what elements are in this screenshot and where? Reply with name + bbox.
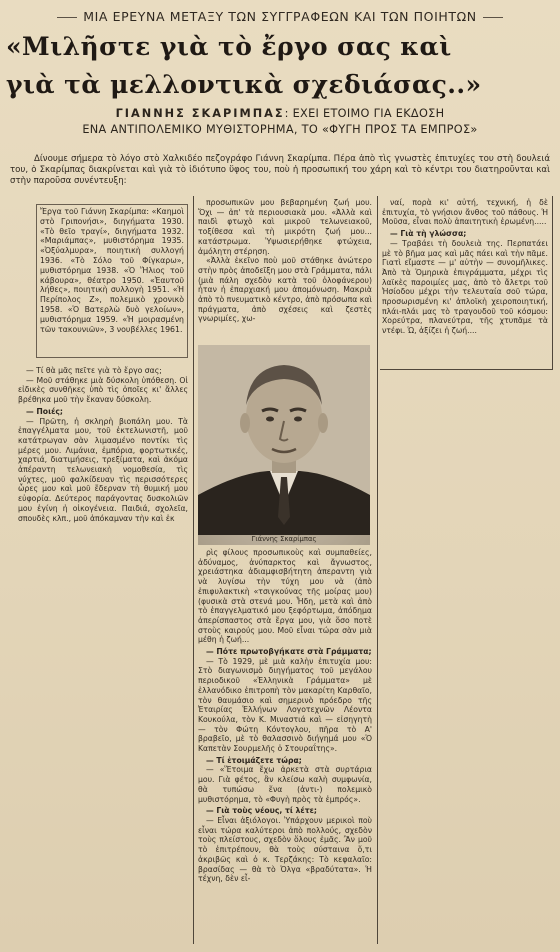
subheadline-line-1: : ΕΧΕΙ ΕΤΟΙΜΟ ΓΙΑ ΕΚΔΟΣΗ — [284, 107, 445, 120]
subheadline-line-2: ΕΝΑ ΑΝΤΙΠΟΛΕΜΙΚΟ ΜΥΘΙΣΤΟΡΗΜΑ, ΤΟ «ΦΥΓΗ ΠΡΟΣ ΤΑ ΕΜΠΡΟΣ» — [82, 123, 478, 136]
lead-text: Δίνουμε σήμερα τὸ λόγο στὸ Χαλκιδέο πεζογράφο Γιάννη Σκαρίμπα. Πέρα ἀπὸ τὶς γνωστὲς ἐπιτυχίες του στὴ δουλειά του, ὁ Σκαρίμπας διακρίνεται καὶ γιὰ τὸ ἰδιότυπο ὕφος του, ποὺ ἡ προσωπική του χάρη καὶ τὸ κέντρι του διατηροῦνται καὶ στὴν παροῦσα συνέντευξη: — [10, 154, 550, 186]
bibliography-box — [36, 204, 188, 358]
headline-line-1: «Μιλῆστε γιὰ τὸ ἔργο σας καὶ — [6, 32, 452, 61]
paragraph: προσωπικῶν μου βεβαρημένη ζωή μου. Ὄχι — ἀπ' τὰ περιουσιακὰ μου. «Ἀλλὰ καὶ παιδὶ φτωχὸ καὶ μικροῦ τελωνειακοῦ, τοξίθεσα καὶ τὴ μικρότη ζωή μου... κατάστρωμα. Ὑψωσιερήθηκε φτώχεια, ἀμόλητη στέρηση. — [198, 198, 372, 256]
paragraph: ναί, πορὰ κι' αὐτή, τεχνική, ἡ δὲ ἐπιτυχία, τὸ γνήσιον ἄνθος τοῦ πάθους. Ἡ Μοῦσα, εἶναι πολὺ ἀπαιτητικὴ ἐρωμένη..... — [382, 198, 548, 227]
author-photo — [198, 345, 370, 545]
headline — [6, 28, 554, 104]
interview-question: — Ποιές; — [26, 406, 63, 416]
photo-caption: Γιάννης Σκαρίμπας — [251, 535, 317, 543]
paragraph: — Τραβάει τὴ δουλειὰ της. Περπατάει μὲ τὸ βῆμα μας καὶ μᾶς πάει καὶ τὴν πᾶμε. Γιατὶ εἴμαστε — μ' αὐτὴν — συνομῆλικες. Ἀπὸ τὰ Ὁμηρικὰ ἐπιγράμματα, μέχρι τὶς λαϊκὲς παροιμίες μας, ἀπὸ τὸ ἄλετρι τοῦ Ἡσίοδου μέχρι τὴν τελευταία σοῦ τώρα, προσωρισμένη κι' ἀπλοϊκὴ χειροποιητική, πλάι-πλάι μας τὸ τραγουδοῦ τοῦ κόσμου: Χορεύτρα, πλανεύτρα, τῆς χτυπᾶμε τὰ ντέφι. Ὡ, ἀξίζει ἡ ζωή.... — [382, 238, 548, 336]
column-1 — [18, 366, 188, 586]
interview-question: — Πότε πρωτοβγήκατε στὰ Γράμματα; — [206, 647, 372, 657]
interview-question: — Γιὰ τοὺς νέους, τί λέτε; — [206, 806, 317, 816]
interview-question: — Γιὰ τὴ γλώσσα; — [390, 229, 467, 239]
column-2-continued — [198, 548, 372, 946]
subheadline-name: ΓΙΑΝΝΗΣ ΣΚΑΡΙΜΠΑΣ — [115, 107, 285, 120]
column-end-rule — [380, 369, 552, 370]
column-2 — [198, 198, 372, 344]
portrait-illustration — [198, 345, 370, 535]
paragraph: «Ἀλλὰ ἐκεῖνο ποὺ μοῦ στάθηκε ἀνώτερο στὴν πρὸς ἀποδεῖξη μου στὰ Γράμματα, πάλι (μιὰ πάλη σχεδὸν κατὰ τοῦ ὁλοφάνερου) ἦταν ἡ ἐπαρχιακή μου ἀπομόνωση. Μακριὰ ἀπὸ τὸ πνευματικὸ κέντρο, ἀπὸ πρόσωπα καὶ πράγματα, ἀπὸ σχέσεις καὶ ζεστὲς γνωριμίες, χω- — [198, 256, 372, 324]
paragraph: — Μοῦ στάθηκε μιὰ δύσκολη ὑπόθεση. Οἱ εἰδικὲς συνθῆκες ὑπὸ τὶς ὁποῖες κι' ἄλλες βρέθηκα μοῦ τὴν ἔκαναν δύσκολη. — [18, 375, 188, 405]
paragraph: — Τί θὰ μᾶς πεῖτε γιὰ τὸ ἔργο σας; — [26, 366, 162, 375]
paragraph: ρὶς φίλους προσωπικοὺς καὶ συμπαθείες, ἀδύναμος, ἀνύπαρκτος καὶ ἄγνωστος, χρειάστηκα ἀδιαμφισβήτητη ἀπεραντη γιὰ νὰ λυγίσω τὴν τύχη μου νὰ (ἀπὸ ἐπιφυλακτικὴ «τσιγκούνας τῆς μοίρας μου) (φυσικὰ στὰ στενά μου. Ἦδη, μετὰ καὶ ἀπὸ τὸ ἐπαγγελματικό μου ξεφόρτωμα, ἀπόδημα ἀπερίσπαστος στὰ ἔργα μου, γιὰ ὅσο ποτὲ στοὺς καιρούς μου. Μοῦ εἶναι τώρα σὰν μιὰ μέθη ἡ ζωή... — [198, 548, 372, 645]
kicker: ΜΙΑ ΕΡΕΥΝΑ ΜΕΤΑΞΥ ΤΩΝ ΣΥΓΓΡΑΦΕΩΝ ΚΑΙ ΤΩΝ ΠΟΙΗΤΩΝ — [0, 9, 560, 24]
column-3 — [382, 198, 548, 366]
interview-question: — Τί ἑτοιμάζετε τώρα; — [206, 755, 302, 765]
paragraph: — Τὸ 1929, μὲ μιὰ καλὴν ἐπιτυχία μου: Στὸ διαγωνισμὸ διηγήματος τοῦ μεγάλου περιοδικοῦ «Ἑλληνικὰ Γράμματα» μὲ ἑλλανόδικο ἐπιτροπὴ τὸν μακαρίτη Καρθαῖο, τὸν θαυμάσιο καὶ σημερινὸ πρόεδρο τῆς Ἑταιρίας Ἑλλήνων Λογοτεχνῶν Λέοντα Κουκούλα, τὸν Κ. Μιναστιά καὶ — εἰσηγητὴ — τὸν Φώτη Κόντογλου, πῆρα τὸ Α' βραβεῖο, μὲ τὸ θαλασσινὸ διήγημά μου «Ὁ Καπετὰν Σουρμελῆς ὁ Στουραΐτης». — [198, 656, 372, 754]
paragraph: — «Ἕτοιμα ἔχω ἀρκετὰ στὰ συρτάρια μου. Γιὰ φέτος, ἂν κλείσω καλὴ συμφωνία, θὰ τυπώσω ἕνα (ἀντι-) πολεμικὸ μυθιστόρημα, τὸ «Φυγὴ πρὸς τὰ ἐμπρός». — [198, 765, 372, 804]
lead-paragraph — [10, 154, 550, 187]
column-divider — [193, 196, 194, 944]
column-divider — [377, 196, 378, 944]
paragraph: — Πρῶτη, ἡ σκληρὴ βιοπάλη μου. Τὰ ἐπαγγέλματα μου, τοῦ ἐκτελωνιστῆ, μοῦ κατάτρωγαν σὰν λιμασμένο ποντίκι τὶς μέρες μου. Λιμάνια, ἐμπόρια, φορτωτικές, χαρτιά, διατιμήσεις, τρεξίματα, καὶ ἀκόμα ἀπέραντη τελωνειακὴ νομοθεσία, τὶς νύχτες, μοῦ φαλκίδευαν τὶς περισσότερες ὧρες μου καὶ μοῦ ἔδερναν τὴ θυμική μου εὐφορία. Δεύτερος παράγοντας δυσκολιῶν μου ἐγίνη ἡ οἰκογένεια. Παιδιά, σχολεῖα, σπουδὲς κλπ., μοῦ ἀπόκαμναν τὴν καὶ ἐκ — [18, 416, 188, 523]
column-divider — [552, 196, 553, 370]
headline-line-2: γιὰ τὰ μελλοντικὰ σχεδιάσας..» — [6, 70, 482, 99]
bibliography-text: Ἔργα τοῦ Γιάννη Σκαρίμπα: «Καημοὶ στὸ Γριπονήσι», διηγήματα 1930. «Τὸ θεῖο τραγί», διηγήματα 1932. «Μαριάμπας», μυθιστόρημα 1935. «Ὀξύαλμυρα», ποιητικὴ συλλογή 1936. «Τὸ Σόλο τοῦ Φίγκαρω», μυθιστόρημα 1938. «Ὁ Ἥλιος τοῦ κάβουρα», θέατρο 1950. «Ἐαυτοῦ λήθες», ποιητικὴ συλλογὴ 1951. «Ἡ Περίπολος Ζ», πολεμικὸ χρονικὸ 1958. «Ὁ Βατερλὼ δυὸ γελοίων», μυθιστόρημα 1959. «Ἡ μοιρασμένη τῶν τακουνιῶν», 3 νουβέλλες 1961. — [40, 207, 184, 334]
subheadline — [18, 106, 542, 138]
paragraph: — Εἶναι ἀξιόλογοι. Ὑπάρχουν μερικοὶ ποὺ εἶναι τώρα καλύτεροι ἀπὸ πολλούς, σχεδὸν τοὺς πλείστους, σχεδὸν ὅλους ἐμᾶς. Ἂν μοῦ τὸ ἐπιτρέπουν, θὰ τοὺς σύσταινα ὅ,τι ἀκριβῶς καὶ ὁ κ. Τερζάκης: Τὸ κεφαλαῖο: βρασίδας — θὰ τὸ Ὀλγα «βραδύτατα». Ἡ τέχνη, δὲν εἶ- — [198, 815, 372, 884]
